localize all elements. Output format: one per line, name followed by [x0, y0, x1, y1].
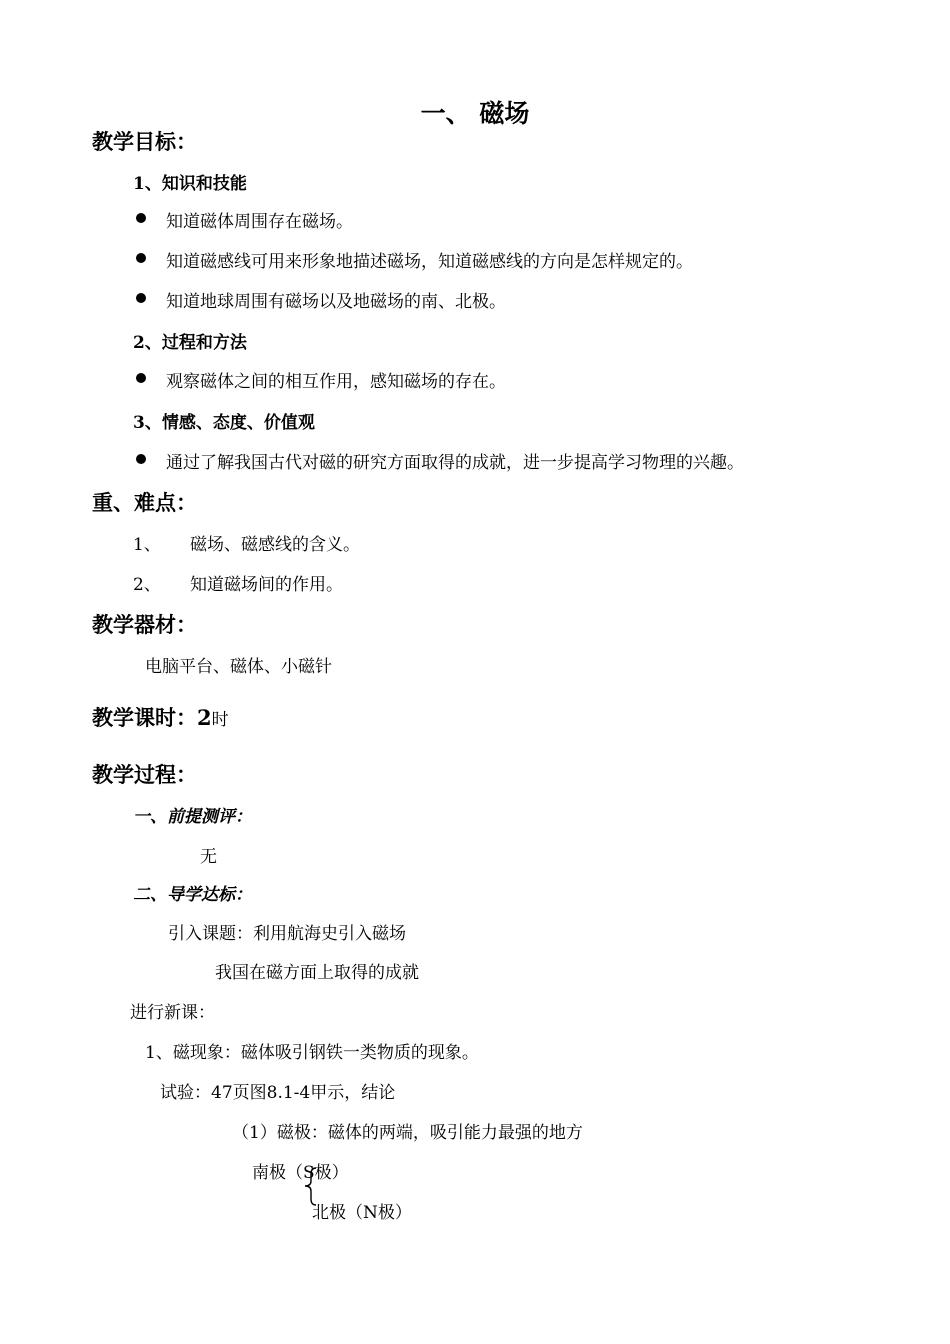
guided-heading: 二、导学达标： — [133, 885, 252, 905]
teaching-hours — [92, 702, 229, 732]
key-point-text-1: 磁场、磁感线的含义。 — [190, 535, 360, 555]
equipment-text: 电脑平台、磁体、小磁针 — [145, 657, 332, 677]
bullet-icon — [136, 253, 146, 263]
objectives-heading: 教学目标： — [92, 129, 197, 154]
pretest-text: 无 — [200, 847, 217, 867]
process-heading: 教学过程： — [92, 762, 197, 787]
phenomenon-text: 1、磁现象：磁体吸引钢铁一类物质的现象。 — [145, 1043, 479, 1063]
south-pole-text: 南极（S极） — [252, 1163, 349, 1183]
key-point-number-2: 2、 — [133, 575, 161, 595]
new-lesson-text: 进行新课： — [130, 1003, 215, 1023]
equipment-heading: 教学器材： — [92, 612, 197, 637]
key-points-heading: 重、难点： — [92, 490, 197, 515]
hours-value: 2 — [197, 705, 212, 730]
bullet-icon — [136, 293, 146, 303]
experiment-text: 试验：47页图8.1-4甲示，结论 — [160, 1083, 396, 1103]
bullet-icon — [136, 373, 146, 383]
knowledge-item-2: 知道磁感线可用来形象地描述磁场，知道磁感线的方向是怎样规定的。 — [166, 252, 693, 272]
emotion-item-1: 通过了解我国古代对磁的研究方面取得的成就，进一步提高学习物理的兴趣。 — [166, 453, 744, 473]
knowledge-item-1: 知道磁体周围存在磁场。 — [166, 212, 353, 232]
pretest-heading: 一、前提测评： — [133, 807, 252, 827]
key-point-text-2: 知道磁场间的作用。 — [190, 575, 343, 595]
bullet-icon — [136, 213, 146, 223]
knowledge-heading: 1、知识和技能 — [133, 174, 247, 194]
emotion-heading: 3、情感、态度、价值观 — [133, 413, 315, 433]
key-point-number-1: 1、 — [133, 535, 161, 555]
page-title: 一、 磁场 — [420, 99, 530, 128]
hours-unit: 时 — [211, 710, 229, 730]
intro-text: 引入课题：利用航海史引入磁场 — [168, 924, 406, 944]
hours-label: 教学课时： — [92, 705, 197, 730]
bullet-icon — [136, 454, 146, 464]
knowledge-item-3: 知道地球周围有磁场以及地磁场的南、北极。 — [166, 292, 506, 312]
pole-definition-text: （1）磁极：磁体的两端，吸引能力最强的地方 — [232, 1123, 583, 1143]
process-method-heading: 2、过程和方法 — [133, 333, 247, 353]
process-method-item-1: 观察磁体之间的相互作用，感知磁场的存在。 — [166, 372, 506, 392]
north-pole-text: 北极（N极） — [312, 1203, 412, 1223]
achievement-text: 我国在磁方面上取得的成就 — [215, 963, 419, 983]
